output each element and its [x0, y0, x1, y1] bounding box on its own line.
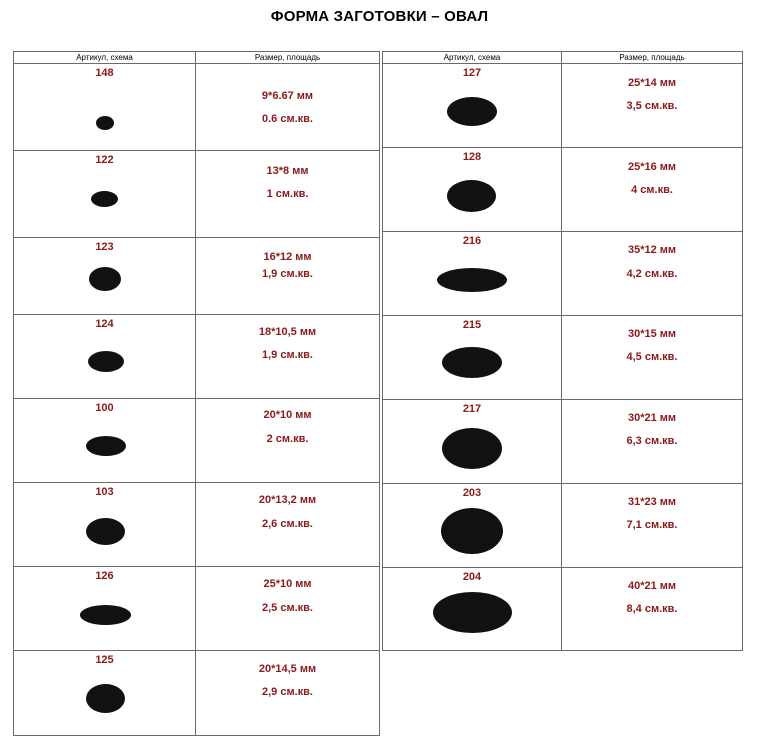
size-cell: [562, 64, 743, 148]
table-row: [14, 238, 380, 315]
oval-shape: [86, 518, 125, 545]
size-dimensions: 18*10,5 мм: [258, 326, 317, 338]
oval-shape: [433, 592, 512, 633]
art-cell: [383, 316, 562, 400]
left-header-row: [14, 52, 380, 64]
size-cell: [196, 238, 380, 315]
article-number: 124: [95, 318, 114, 330]
size-cell: [562, 568, 743, 651]
oval-shape: [442, 347, 502, 378]
size-dimensions: 9*6.67 мм: [261, 90, 314, 102]
size-cell: [196, 651, 380, 736]
size-dimensions: 16*12 мм: [263, 251, 312, 263]
table-row: [14, 651, 380, 736]
oval-shape: [91, 191, 118, 207]
size-cell: [196, 399, 380, 483]
page-title: ФОРМА ЗАГОТОВКИ – ОВАЛ: [270, 8, 489, 25]
oval-shape: [447, 97, 497, 126]
article-number: 125: [95, 654, 114, 666]
size-area: 6,3 см.кв.: [626, 435, 678, 447]
size-cell: [562, 232, 743, 316]
size-area: 4 см.кв.: [631, 184, 673, 196]
art-cell: [383, 400, 562, 484]
art-cell: [14, 651, 196, 736]
size-cell: [562, 400, 743, 484]
size-cell: [196, 483, 380, 567]
art-cell: [383, 148, 562, 232]
table-row: [14, 151, 380, 238]
size-area: 2 см.кв.: [266, 433, 309, 445]
oval-shape: [86, 684, 125, 713]
table-row: [383, 64, 743, 148]
table-row: [383, 400, 743, 484]
left-table: [13, 51, 380, 736]
size-area: 2,5 см.кв.: [262, 602, 313, 614]
header-size: Размер, площадь: [562, 52, 743, 64]
size-area: 3,5 см.кв.: [626, 100, 678, 112]
size-dimensions: 30*15 мм: [627, 328, 677, 340]
size-area: 2,6 см.кв.: [262, 518, 313, 530]
article-number: 216: [462, 235, 482, 247]
oval-shape: [447, 180, 496, 212]
size-dimensions: 35*12 мм: [627, 244, 677, 256]
header-art: Артикул, схема: [383, 52, 562, 64]
size-area: 1,9 см.кв.: [262, 268, 313, 280]
table-row: [14, 64, 380, 151]
art-cell: [14, 315, 196, 399]
size-dimensions: 20*13,2 мм: [258, 494, 317, 506]
size-area: 8,4 см.кв.: [626, 603, 678, 615]
right-header-row: [383, 52, 743, 64]
article-number: 127: [462, 67, 482, 79]
size-dimensions: 40*21 мм: [627, 580, 677, 592]
right-table: [382, 51, 743, 651]
article-number: 215: [462, 319, 482, 331]
size-dimensions: 13*8 мм: [266, 165, 309, 177]
size-dimensions: 30*21 мм: [627, 412, 677, 424]
art-cell: [383, 232, 562, 316]
oval-shape: [441, 508, 503, 554]
article-number: 203: [462, 487, 482, 499]
oval-shape: [437, 268, 507, 292]
art-cell: [14, 238, 196, 315]
table-row: [14, 399, 380, 483]
table-row: [383, 568, 743, 651]
art-cell: [14, 483, 196, 567]
art-cell: [383, 568, 562, 651]
size-area: 0.6 см.кв.: [262, 113, 313, 125]
article-number: 128: [462, 151, 482, 163]
art-cell: [383, 484, 562, 568]
table-row: [383, 316, 743, 400]
size-area: 4,5 см.кв.: [626, 351, 678, 363]
size-cell: [196, 315, 380, 399]
oval-shape: [88, 351, 124, 372]
size-cell: [196, 567, 380, 651]
size-cell: [196, 151, 380, 238]
article-number: 148: [95, 67, 114, 79]
size-cell: [562, 148, 743, 232]
article-number: 204: [462, 571, 482, 583]
table-row: [14, 315, 380, 399]
size-dimensions: 20*14,5 мм: [258, 663, 317, 675]
table-row: [14, 567, 380, 651]
art-cell: [14, 399, 196, 483]
size-dimensions: 20*10 мм: [263, 409, 312, 421]
oval-shape: [442, 428, 502, 469]
size-dimensions: 31*23 мм: [627, 496, 677, 508]
header-size: Размер, площадь: [196, 52, 380, 64]
size-dimensions: 25*10 мм: [263, 578, 312, 590]
art-cell: [14, 64, 196, 151]
oval-shape: [96, 116, 114, 130]
table-row: [383, 484, 743, 568]
art-cell: [14, 567, 196, 651]
size-area: 4,2 см.кв.: [626, 268, 678, 280]
size-dimensions: 25*16 мм: [627, 161, 677, 173]
oval-shape: [89, 267, 121, 291]
size-cell: [562, 316, 743, 400]
table-row: [14, 483, 380, 567]
table-row: [383, 232, 743, 316]
size-cell: [562, 484, 743, 568]
size-area: 1,9 см.кв.: [262, 349, 313, 361]
size-cell: [196, 64, 380, 151]
art-cell: [383, 64, 562, 148]
article-number: 126: [95, 570, 114, 582]
size-dimensions: 25*14 мм: [627, 77, 677, 89]
oval-shape: [80, 605, 131, 625]
article-number: 123: [95, 241, 114, 253]
oval-shape: [86, 436, 126, 456]
size-area: 1 см.кв.: [266, 188, 309, 200]
size-area: 7,1 см.кв.: [626, 519, 678, 531]
art-cell: [14, 151, 196, 238]
header-art: Артикул, схема: [14, 52, 196, 64]
article-number: 103: [95, 486, 114, 498]
table-row: [383, 148, 743, 232]
article-number: 122: [95, 154, 114, 166]
size-area: 2,9 см.кв.: [262, 686, 313, 698]
article-number: 217: [462, 403, 482, 415]
article-number: 100: [95, 402, 114, 414]
